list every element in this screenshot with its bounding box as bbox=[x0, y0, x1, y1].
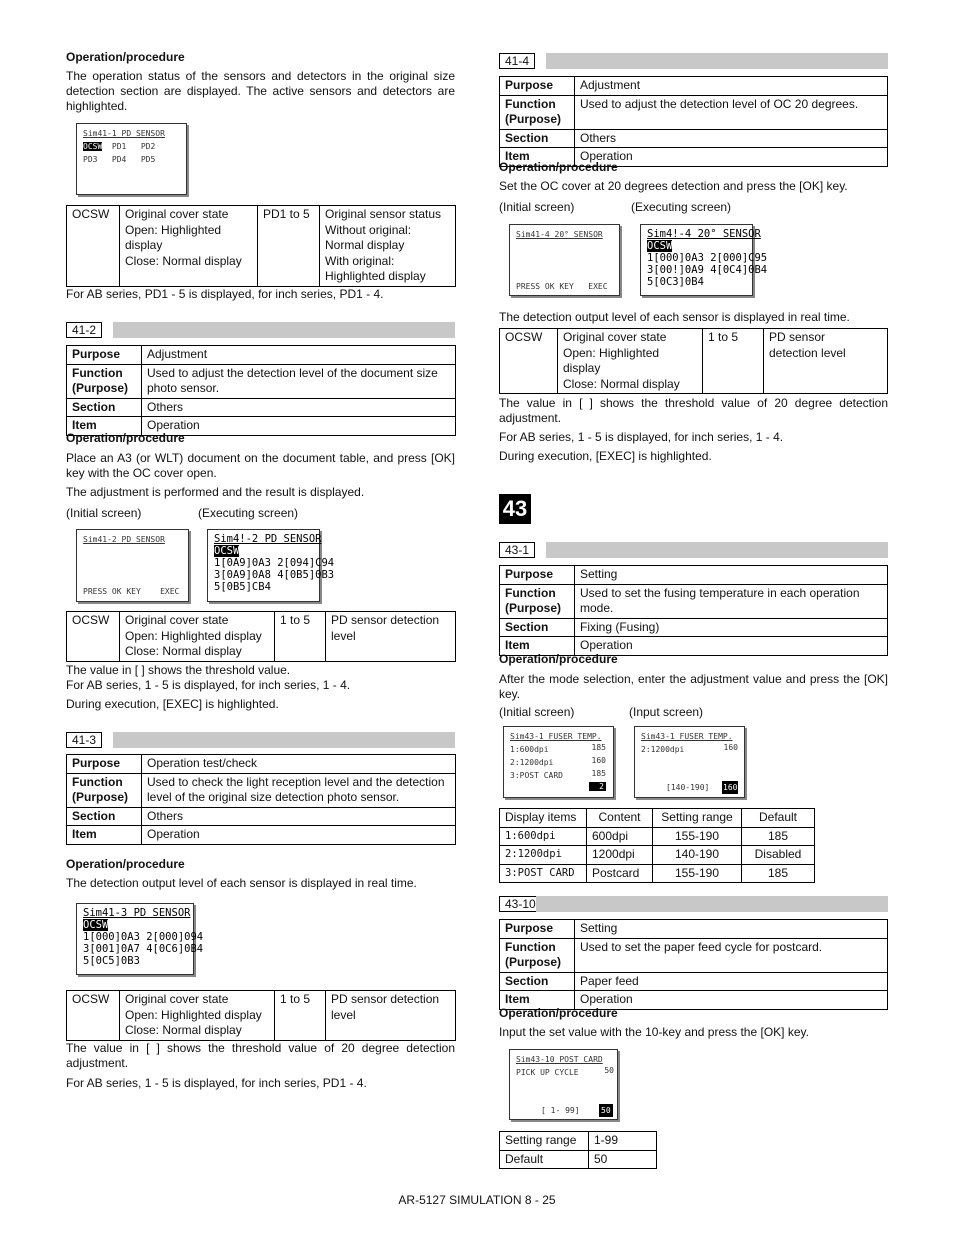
value: Operation bbox=[575, 637, 888, 656]
op-heading-41-3: Operation/procedure bbox=[66, 857, 185, 871]
key: Item bbox=[500, 991, 575, 1010]
section-tag: 41-3 bbox=[66, 732, 102, 748]
label-executing-screen: (Executing screen) bbox=[631, 200, 732, 214]
screen-value: 185 bbox=[591, 743, 606, 752]
screen-value: 50 bbox=[604, 1066, 614, 1075]
screen-pd3: PD3 bbox=[83, 155, 98, 164]
info-table-41-4 bbox=[499, 76, 888, 167]
header: Setting range bbox=[653, 809, 742, 828]
screen-pd1: PD1 bbox=[111, 142, 127, 151]
table-41-2 bbox=[66, 611, 456, 662]
cell-line: Open: Highlighted display bbox=[125, 1007, 262, 1022]
op-text-41-4: Set the OC cover at 20 degrees detection and press the [OK] key. bbox=[499, 179, 848, 193]
cell: 155-190 bbox=[653, 864, 742, 883]
screen-line: 3[001]0A7 4[0C6]0B4 bbox=[83, 943, 204, 955]
cell-ocsw: OCSW bbox=[500, 329, 558, 394]
cell-line: Without original: Normal display bbox=[325, 222, 412, 252]
op-heading-41-4: Operation/procedure bbox=[499, 160, 618, 174]
value: Operation bbox=[142, 826, 456, 845]
cell-line: PD sensor bbox=[769, 330, 826, 344]
screen-title: Sim4!-2 PD SENSOR bbox=[214, 533, 322, 545]
note-41-2c: During execution, [EXEC] is highlighted. bbox=[66, 697, 279, 711]
table-41-1 bbox=[66, 205, 456, 287]
screen-range: [ 1- 99] bbox=[541, 1106, 580, 1115]
key: Item bbox=[500, 148, 575, 167]
cell: 140-190 bbox=[653, 846, 742, 865]
op-text-41-2: Place an A3 (or WLT) document on the document table, and press [OK] key with the OC cover open. bbox=[66, 451, 455, 480]
info-table-43-10 bbox=[499, 919, 888, 1010]
section-band-43-1 bbox=[499, 542, 888, 558]
cell-range: 1 to 5 bbox=[275, 612, 326, 662]
table-41-3 bbox=[66, 990, 456, 1041]
cell: 600dpi bbox=[587, 827, 653, 846]
screen-line: 3[00!]0A9 4[0C4]0B4 bbox=[647, 264, 768, 276]
cell-ocsw: OCSW bbox=[67, 991, 120, 1041]
op-heading-43-10: Operation/procedure bbox=[499, 1006, 618, 1020]
screen-ocsw: OCSW bbox=[214, 545, 240, 557]
section-tag: 41-4 bbox=[499, 53, 535, 69]
table-43-10 bbox=[499, 1131, 657, 1169]
screen-pd2: PD2 bbox=[140, 142, 156, 151]
cell-line: Original cover state bbox=[125, 992, 229, 1006]
value: Setting bbox=[575, 920, 888, 939]
value: Used to set the paper feed cycle for postcard. bbox=[575, 938, 888, 972]
cell: 1200dpi bbox=[587, 846, 653, 865]
cell-line: PD sensor detection bbox=[331, 992, 440, 1006]
section-band-41-2 bbox=[66, 322, 455, 338]
key: Purpose bbox=[500, 920, 575, 939]
section-bar bbox=[113, 322, 455, 338]
cell-line: PD sensor detection bbox=[331, 613, 440, 627]
header: Default bbox=[742, 809, 815, 828]
op-text-43-1: After the mode selection, enter the adjustment value and press the [OK] key. bbox=[499, 672, 888, 701]
screen-sim41-3 bbox=[76, 903, 204, 975]
screen-footer: PRESS OK KEY EXEC bbox=[516, 282, 608, 291]
value: Used to set the fusing temperature in each operation mode. bbox=[575, 584, 888, 618]
op-heading-41-1: Operation/procedure bbox=[66, 50, 185, 64]
cell-level bbox=[326, 612, 456, 662]
value: Operation bbox=[142, 417, 456, 436]
screen-line: 1[0A9]0A3 2[094]C94 bbox=[214, 557, 335, 569]
cell-range: 1 to 5 bbox=[275, 991, 326, 1041]
screen-title: Sim41-2 PD SENSOR bbox=[83, 535, 165, 544]
cell: Postcard bbox=[587, 864, 653, 883]
header: Display items bbox=[500, 809, 587, 828]
key: Section bbox=[67, 807, 142, 826]
screen-line: 1[000]0A3 2[000]094 bbox=[83, 931, 204, 943]
screen-ocsw: OCSW bbox=[83, 142, 103, 151]
screen-title: Sim4!-4 20° SENSOR bbox=[647, 228, 761, 240]
info-table-41-2 bbox=[66, 345, 456, 436]
screen-title: Sim43-1 FUSER TEMP. bbox=[510, 732, 602, 741]
page-footer: AR-5127 SIMULATION 8 - 25 bbox=[398, 1193, 556, 1207]
section-tag: 43-1 bbox=[499, 542, 535, 558]
cell-line: Original cover state bbox=[125, 207, 229, 221]
screen-values bbox=[580, 741, 606, 793]
screen-title: Sim43-10 POST CARD bbox=[516, 1055, 603, 1064]
key: Section bbox=[67, 398, 142, 417]
cell-line: Close: Normal display bbox=[125, 644, 242, 658]
value: Paper feed bbox=[575, 972, 888, 991]
key: Function (Purpose) bbox=[500, 584, 575, 618]
cell-pd-range: PD1 to 5 bbox=[258, 206, 320, 287]
key: Purpose bbox=[500, 77, 575, 96]
section-band-43-10 bbox=[499, 896, 888, 912]
section-bar bbox=[546, 53, 888, 69]
cell-cover-state bbox=[120, 991, 275, 1041]
screen-item: 2:1200dpi bbox=[641, 745, 685, 754]
screen-sim41-4-executing bbox=[640, 224, 768, 296]
section-tag: 43-10 bbox=[499, 896, 542, 912]
value: Fixing (Fusing) bbox=[575, 618, 888, 637]
cell-cover-state bbox=[120, 206, 258, 287]
label-initial-screen: (Initial screen) bbox=[66, 506, 142, 520]
cell-line: Close: Normal display bbox=[125, 1023, 242, 1037]
screen-item: 3:POST CARD bbox=[510, 771, 563, 780]
value: Used to adjust the detection level of the document size photo sensor. bbox=[142, 364, 456, 398]
screen-title: Sim41-3 PD SENSOR bbox=[83, 907, 191, 919]
value: Used to check the light reception level and the detection level of the original size detection photo sensor. bbox=[142, 773, 456, 807]
cell: Setting range bbox=[500, 1132, 589, 1151]
cell-level bbox=[326, 991, 456, 1041]
label-executing-screen: (Executing screen) bbox=[198, 506, 299, 520]
table-43-1-settings bbox=[499, 808, 815, 883]
section-band-41-4 bbox=[499, 53, 888, 69]
section-band-41-3 bbox=[66, 732, 455, 748]
screen-item: PICK UP CYCLE bbox=[516, 1068, 579, 1077]
cell: 185 bbox=[742, 827, 815, 846]
cell-line: level bbox=[331, 1007, 356, 1022]
screen-sim41-4-initial bbox=[509, 224, 620, 296]
op-text-41-1: The operation status of the sensors and detectors in the original size detection section are displayed. The active sensors and detectors are highlighted. bbox=[66, 69, 455, 113]
label-initial-screen: (Initial screen) bbox=[499, 200, 575, 214]
op-text-43-10: Input the set value with the 10-key and press the [OK] key. bbox=[499, 1025, 809, 1039]
screen-value: 160 bbox=[591, 756, 606, 765]
value: Others bbox=[142, 398, 456, 417]
cell: 1-99 bbox=[589, 1132, 657, 1151]
screen-value: 185 bbox=[591, 769, 606, 778]
section-bar bbox=[113, 732, 455, 748]
value: Adjustment bbox=[575, 77, 888, 96]
op-text-41-2b: The adjustment is performed and the result is displayed. bbox=[66, 485, 365, 499]
screen-line: 5[0B5]CB4 bbox=[214, 581, 271, 593]
screen-line: 3[0A9]0A8 4[0B5]0B3 bbox=[214, 569, 335, 581]
key: Item bbox=[67, 417, 142, 436]
op-heading-41-2: Operation/procedure bbox=[66, 431, 185, 445]
info-table-43-1 bbox=[499, 565, 888, 656]
cell: 2:1200dpi bbox=[500, 846, 587, 865]
note-41-4a: The value in [ ] shows the threshold value of 20 degree detection adjustment. bbox=[499, 396, 888, 425]
screen-ocsw: OCSW bbox=[83, 919, 109, 931]
value: Used to adjust the detection level of OC 20 degrees. bbox=[575, 95, 888, 129]
screen-line: 1[000]0A3 2[000]C95 bbox=[647, 252, 768, 264]
value: Operation bbox=[575, 148, 888, 167]
cell: 50 bbox=[589, 1150, 657, 1169]
cell-line: Close: Normal display bbox=[563, 376, 680, 391]
section-bar bbox=[536, 896, 888, 912]
op-text-41-3: The detection output level of each sensor is displayed in real time. bbox=[66, 876, 417, 890]
screen-item: 2:1200dpi bbox=[510, 758, 554, 767]
screen-pd5: PD5 bbox=[140, 155, 156, 164]
cell: 155-190 bbox=[653, 827, 742, 846]
screen-title: Sim43-1 FUSER TEMP. bbox=[641, 732, 733, 741]
value: Operation test/check bbox=[142, 755, 456, 774]
cell-ocsw: OCSW bbox=[67, 612, 120, 662]
screen-selected: 2 bbox=[589, 782, 606, 791]
screen-input-value: 160 bbox=[723, 783, 738, 792]
cell-line: Open: Highlighted display bbox=[563, 345, 660, 375]
section-bar bbox=[546, 542, 888, 558]
value: Others bbox=[142, 807, 456, 826]
value: Setting bbox=[575, 566, 888, 585]
cell-line: Close: Normal display bbox=[125, 253, 242, 268]
note-41-1: For AB series, PD1 - 5 is displayed, for inch series, PD1 - 4. bbox=[66, 287, 384, 301]
cell: 3:POST CARD bbox=[500, 864, 587, 883]
screen-ocsw: OCSW bbox=[647, 240, 673, 252]
cell-line: Open: Highlighted display bbox=[125, 628, 262, 643]
key: Item bbox=[500, 637, 575, 656]
section-tag: 41-2 bbox=[66, 322, 102, 338]
cell-cover-state bbox=[120, 612, 275, 662]
note-41-3a: The value in [ ] shows the threshold value of 20 degree detection adjustment. bbox=[66, 1041, 455, 1070]
screen-sim41-2-executing bbox=[207, 529, 335, 602]
note-41-4b: For AB series, 1 - 5 is displayed, for inch series, 1 - 4. bbox=[499, 430, 784, 444]
cell: 1:600dpi bbox=[500, 827, 587, 846]
cell-ocsw: OCSW bbox=[67, 206, 120, 287]
key: Function (Purpose) bbox=[67, 364, 142, 398]
key: Purpose bbox=[67, 346, 142, 365]
info-table-41-3 bbox=[66, 754, 456, 845]
cell-line: With original: Highlighted display bbox=[325, 253, 426, 283]
key: Purpose bbox=[67, 755, 142, 774]
key: Item bbox=[67, 826, 142, 845]
label-initial-screen: (Initial screen) bbox=[499, 705, 575, 719]
screen-title: Sim41-1 PD SENSOR bbox=[83, 129, 165, 138]
screen-value: 160 bbox=[723, 743, 738, 752]
key: Section bbox=[500, 972, 575, 991]
cell-line: Original cover state bbox=[563, 330, 667, 344]
cell-line: detection level bbox=[769, 345, 846, 360]
value: Adjustment bbox=[142, 346, 456, 365]
cell: Default bbox=[500, 1150, 589, 1169]
chapter-number: 43 bbox=[499, 494, 531, 524]
key: Section bbox=[500, 129, 575, 148]
screen-input-value: 50 bbox=[601, 1106, 611, 1115]
screen-range: [140-190] bbox=[666, 783, 710, 792]
header: Content bbox=[587, 809, 653, 828]
cell-cover-state bbox=[558, 329, 703, 394]
key: Function (Purpose) bbox=[67, 773, 142, 807]
note-41-4c: During execution, [EXEC] is highlighted. bbox=[499, 449, 712, 463]
screen-line: 5[0C3]0B4 bbox=[647, 276, 704, 288]
cell: 185 bbox=[742, 864, 815, 883]
cell-line: level bbox=[331, 628, 356, 643]
cell-line: Open: Highlighted display bbox=[125, 222, 222, 252]
key: Function (Purpose) bbox=[500, 95, 575, 129]
screen-footer: PRESS OK KEY EXEC bbox=[83, 587, 180, 596]
screen-line: 5[0C5]0B3 bbox=[83, 955, 140, 967]
screen-pd4: PD4 bbox=[111, 155, 127, 164]
note-41-2a: The value in [ ] shows the threshold value. bbox=[66, 663, 291, 677]
cell-line: Original sensor status bbox=[325, 207, 442, 221]
cell-line: Original cover state bbox=[125, 613, 229, 627]
cell-sensor-status bbox=[320, 206, 456, 287]
screen-item: 1:600dpi bbox=[510, 745, 549, 754]
key: Section bbox=[500, 618, 575, 637]
cell-range: 1 to 5 bbox=[703, 329, 764, 394]
label-input-screen: (Input screen) bbox=[629, 705, 704, 719]
op-text-41-4b: The detection output level of each sensor is displayed in real time. bbox=[499, 310, 850, 324]
key: Purpose bbox=[500, 566, 575, 585]
note-41-2b: For AB series, 1 - 5 is displayed, for inch series, 1 - 4. bbox=[66, 678, 351, 692]
screen-title: Sim41-4 20° SENSOR bbox=[516, 230, 603, 239]
screen-sim41-2-initial bbox=[76, 529, 189, 602]
key: Function (Purpose) bbox=[500, 938, 575, 972]
table-41-4 bbox=[499, 328, 888, 394]
screen-sim41-1 bbox=[76, 123, 187, 195]
op-heading-43-1: Operation/procedure bbox=[499, 652, 618, 666]
value: Operation bbox=[575, 991, 888, 1010]
cell: Disabled bbox=[742, 846, 815, 865]
note-41-3b: For AB series, 1 - 5 is displayed, for inch series, PD1 - 4. bbox=[66, 1076, 367, 1090]
cell-level bbox=[764, 329, 888, 394]
value: Others bbox=[575, 129, 888, 148]
